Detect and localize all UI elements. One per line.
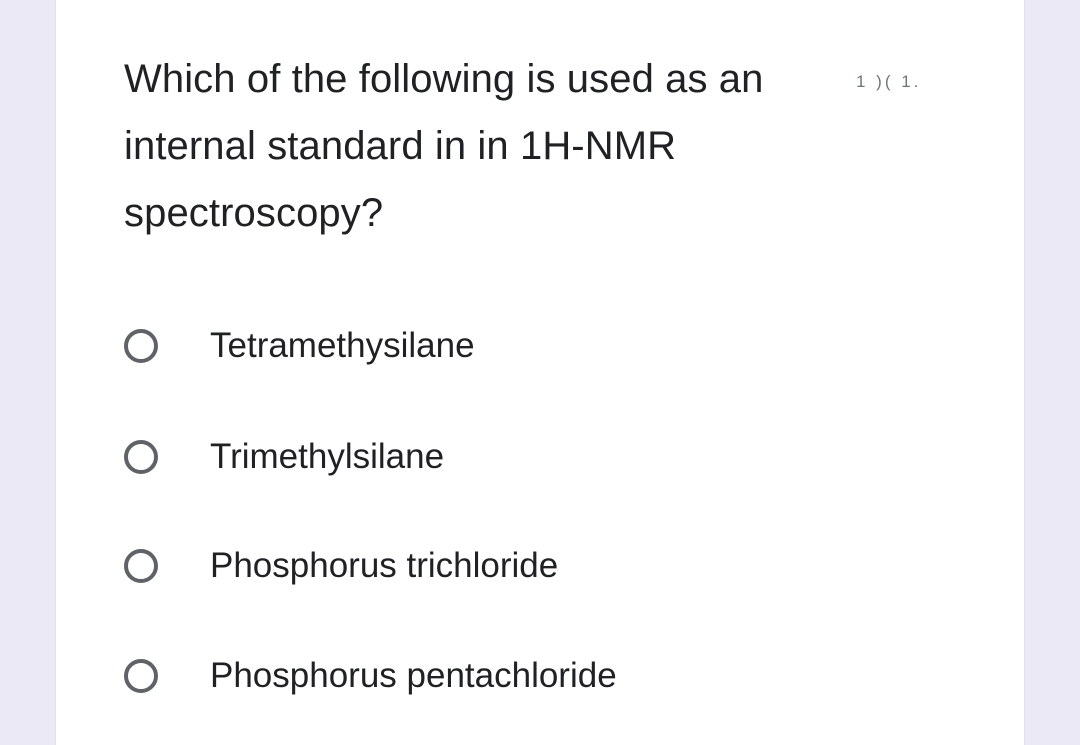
option-label: Phosphorus trichloride	[210, 546, 559, 585]
option-tetramethysilane[interactable]	[124, 326, 475, 366]
radio-button-icon[interactable]	[124, 440, 158, 474]
option-phosphorus-trichloride[interactable]	[124, 546, 558, 586]
radio-button-icon[interactable]	[124, 659, 158, 693]
option-phosphorus-pentachloride[interactable]	[124, 656, 617, 696]
option-label: Trimethylsilane	[210, 437, 445, 476]
option-label: Phosphorus pentachloride	[210, 656, 617, 695]
option-label: Tetramethysilane	[210, 326, 475, 365]
question-card	[55, 0, 1025, 745]
option-trimethylsilane[interactable]	[124, 437, 444, 477]
points-indicator: 1 )( 1.	[856, 72, 922, 91]
radio-button-icon[interactable]	[124, 549, 158, 583]
question-text: Which of the following is used as an internal standard in in 1H-NMR spectroscopy?	[124, 57, 764, 235]
radio-button-icon[interactable]	[124, 329, 158, 363]
